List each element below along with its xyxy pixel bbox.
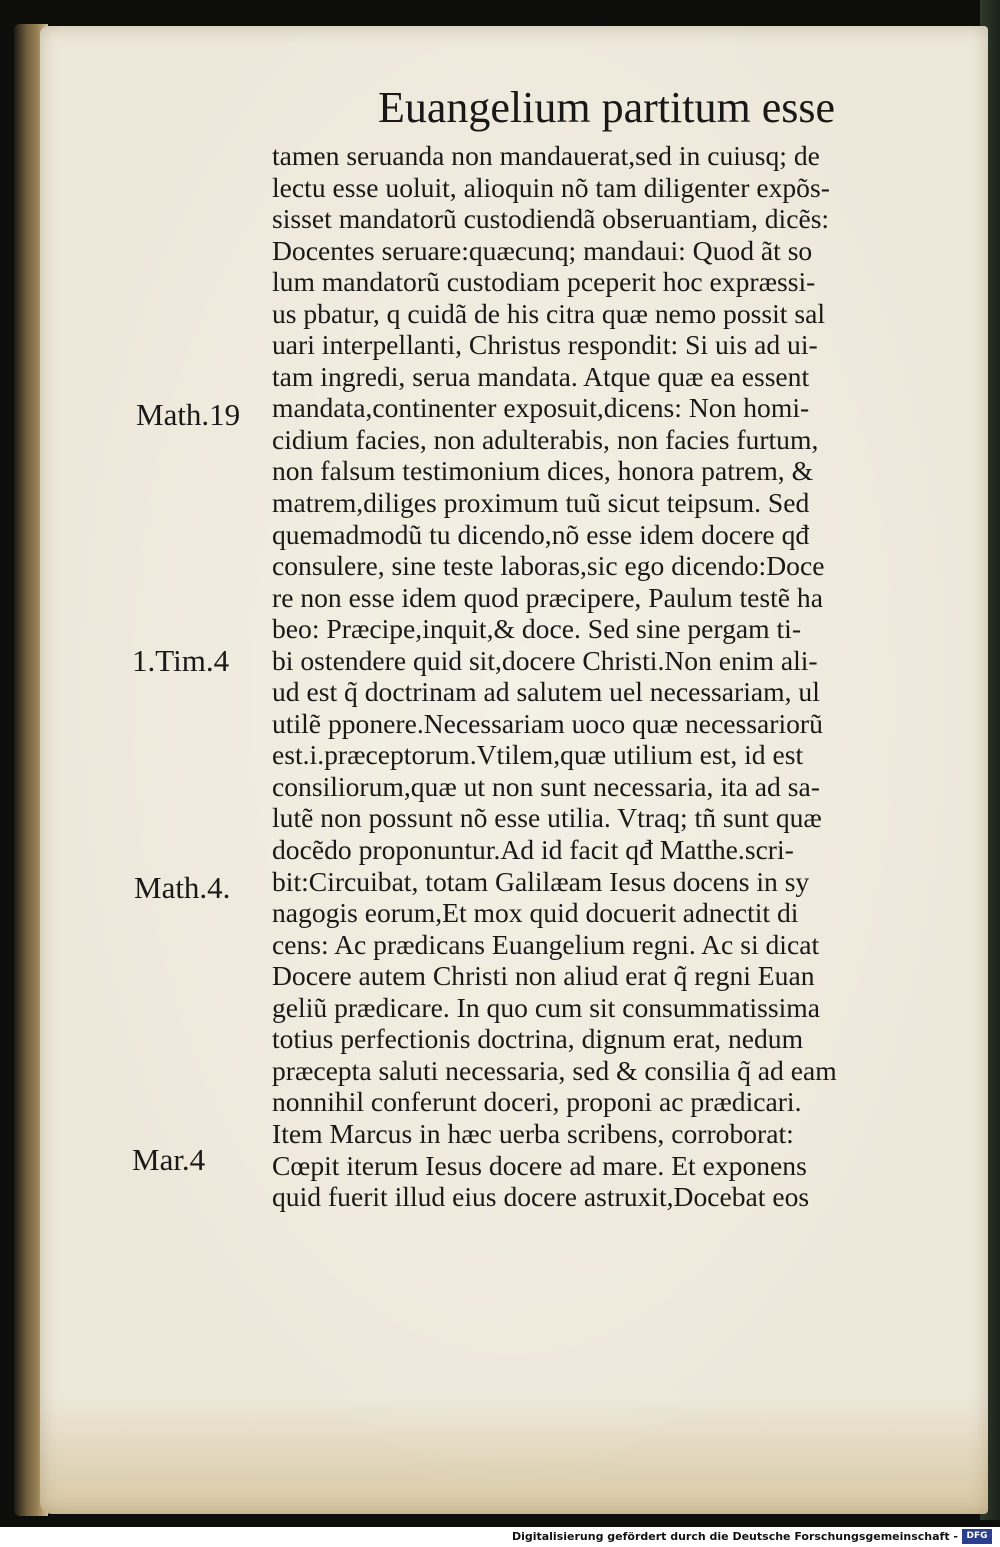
text-line: matrem,diliges proximum tuũ sicut teipsum. Sed — [272, 487, 810, 519]
text-line: lectu esse uoluit, alioquin nõ tam diligenter expõs- — [272, 171, 830, 203]
text-line: us pbatur, q cuidã de his citra quæ nemo possit sal — [272, 297, 825, 329]
text-line: bi ostendere quid sit,docere Christi.Non enim ali- — [272, 644, 818, 676]
text-line: cens: Ac prædicans Euangelium regni. Ac si dicat — [272, 928, 820, 960]
text-line: ud est q̃ doctrinam ad salutem uel necessariam, ul — [272, 676, 820, 708]
text-line: bit:Circuibat, totam Galilæam Iesus docens in sy — [272, 865, 810, 897]
text-line: Item Marcus in hæc uerba scribens, corroborat: — [272, 1117, 794, 1149]
dfg-logo: DFG — [962, 1529, 992, 1544]
text-line: est.i.præceptorum.Vtilem,quæ utilium est, id est — [272, 739, 804, 771]
text-line: non falsum testimonium dices, honora patrem, & — [272, 455, 814, 487]
text-line: geliũ prædicare. In quo cum sit consummatissima — [272, 991, 820, 1023]
text-line: utilẽ pponere.Necessariam uoco quæ necessariorũ — [272, 707, 823, 739]
marginal-note: Math.4. — [134, 870, 231, 905]
text-line: Docere autem Christi non aliud erat q̃ regni Euan — [272, 960, 815, 992]
footer-bar — [0, 1527, 1000, 1547]
text-line: beo: Præcipe,inquit,& doce. Sed sine pergam ti- — [272, 613, 802, 645]
text-line: lum mandatorũ custodiam pceperit hoc expræssi- — [272, 266, 816, 298]
text-line: tamen seruanda non mandauerat,sed in cuiusq; de — [272, 140, 820, 171]
body-text — [272, 140, 922, 1213]
text-line: docẽdo proponuntur.Ad id facit qđ Matthe.scri- — [272, 834, 794, 866]
text-line: Docentes seruare:quæcunq; mandaui: Quod ãt so — [272, 234, 813, 266]
text-line: nonnihil conferunt doceri, proponi ac prædicari. — [272, 1086, 802, 1118]
text-line: Cœpit iterum Iesus docere ad mare. Et exponens — [272, 1149, 807, 1181]
text-line: nagogis eorum,Et mox quid docuerit adnectit di — [272, 897, 799, 929]
text-line: re non esse idem quod præcipere, Paulum testẽ ha — [272, 581, 823, 613]
marginal-note: Math.19 — [136, 397, 241, 432]
text-line: quemadmodũ tu dicendo,nõ esse idem docere qđ — [272, 518, 810, 550]
marginal-note: Mar.4 — [132, 1142, 206, 1177]
text-line: consulere, sine teste laboras,sic ego dicendo:Doce — [272, 550, 825, 582]
text-line: lutẽ non possunt nõ esse utilia. Vtraq; tñ sunt quæ — [272, 802, 822, 834]
footer-credit: Digitalisierung gefördert durch die Deutsche Forschungsgemeinschaft - — [511, 1530, 958, 1543]
text-line: præcepta saluti necessaria, sed & consilia q̃ ad eam — [272, 1054, 837, 1086]
text-line: tam ingredi, serua mandata. Atque quæ ea essent — [272, 360, 810, 392]
running-header: Euangelium partitum esse — [378, 83, 835, 132]
text-line: mandata,continenter exposuit,dicens: Non homi- — [272, 392, 810, 424]
text-line: sisset mandatorũ custodiendã obseruantiam, dicẽs: — [272, 203, 830, 235]
text-line: quid fuerit illud eius docere astruxit,Docebat eos — [272, 1181, 810, 1213]
text-line: cidium facies, non adulterabis, non facies furtum, — [272, 423, 819, 455]
marginal-note: 1.Tim.4 — [132, 643, 230, 678]
text-line: uari interpellanti, Christus respondit: Si uis ad ui- — [272, 329, 818, 361]
text-line: totius perfectionis doctrina, dignum erat, nedum — [272, 1023, 804, 1055]
text-line: consiliorum,quæ ut non sunt necessaria, ita ad sa- — [272, 770, 820, 802]
